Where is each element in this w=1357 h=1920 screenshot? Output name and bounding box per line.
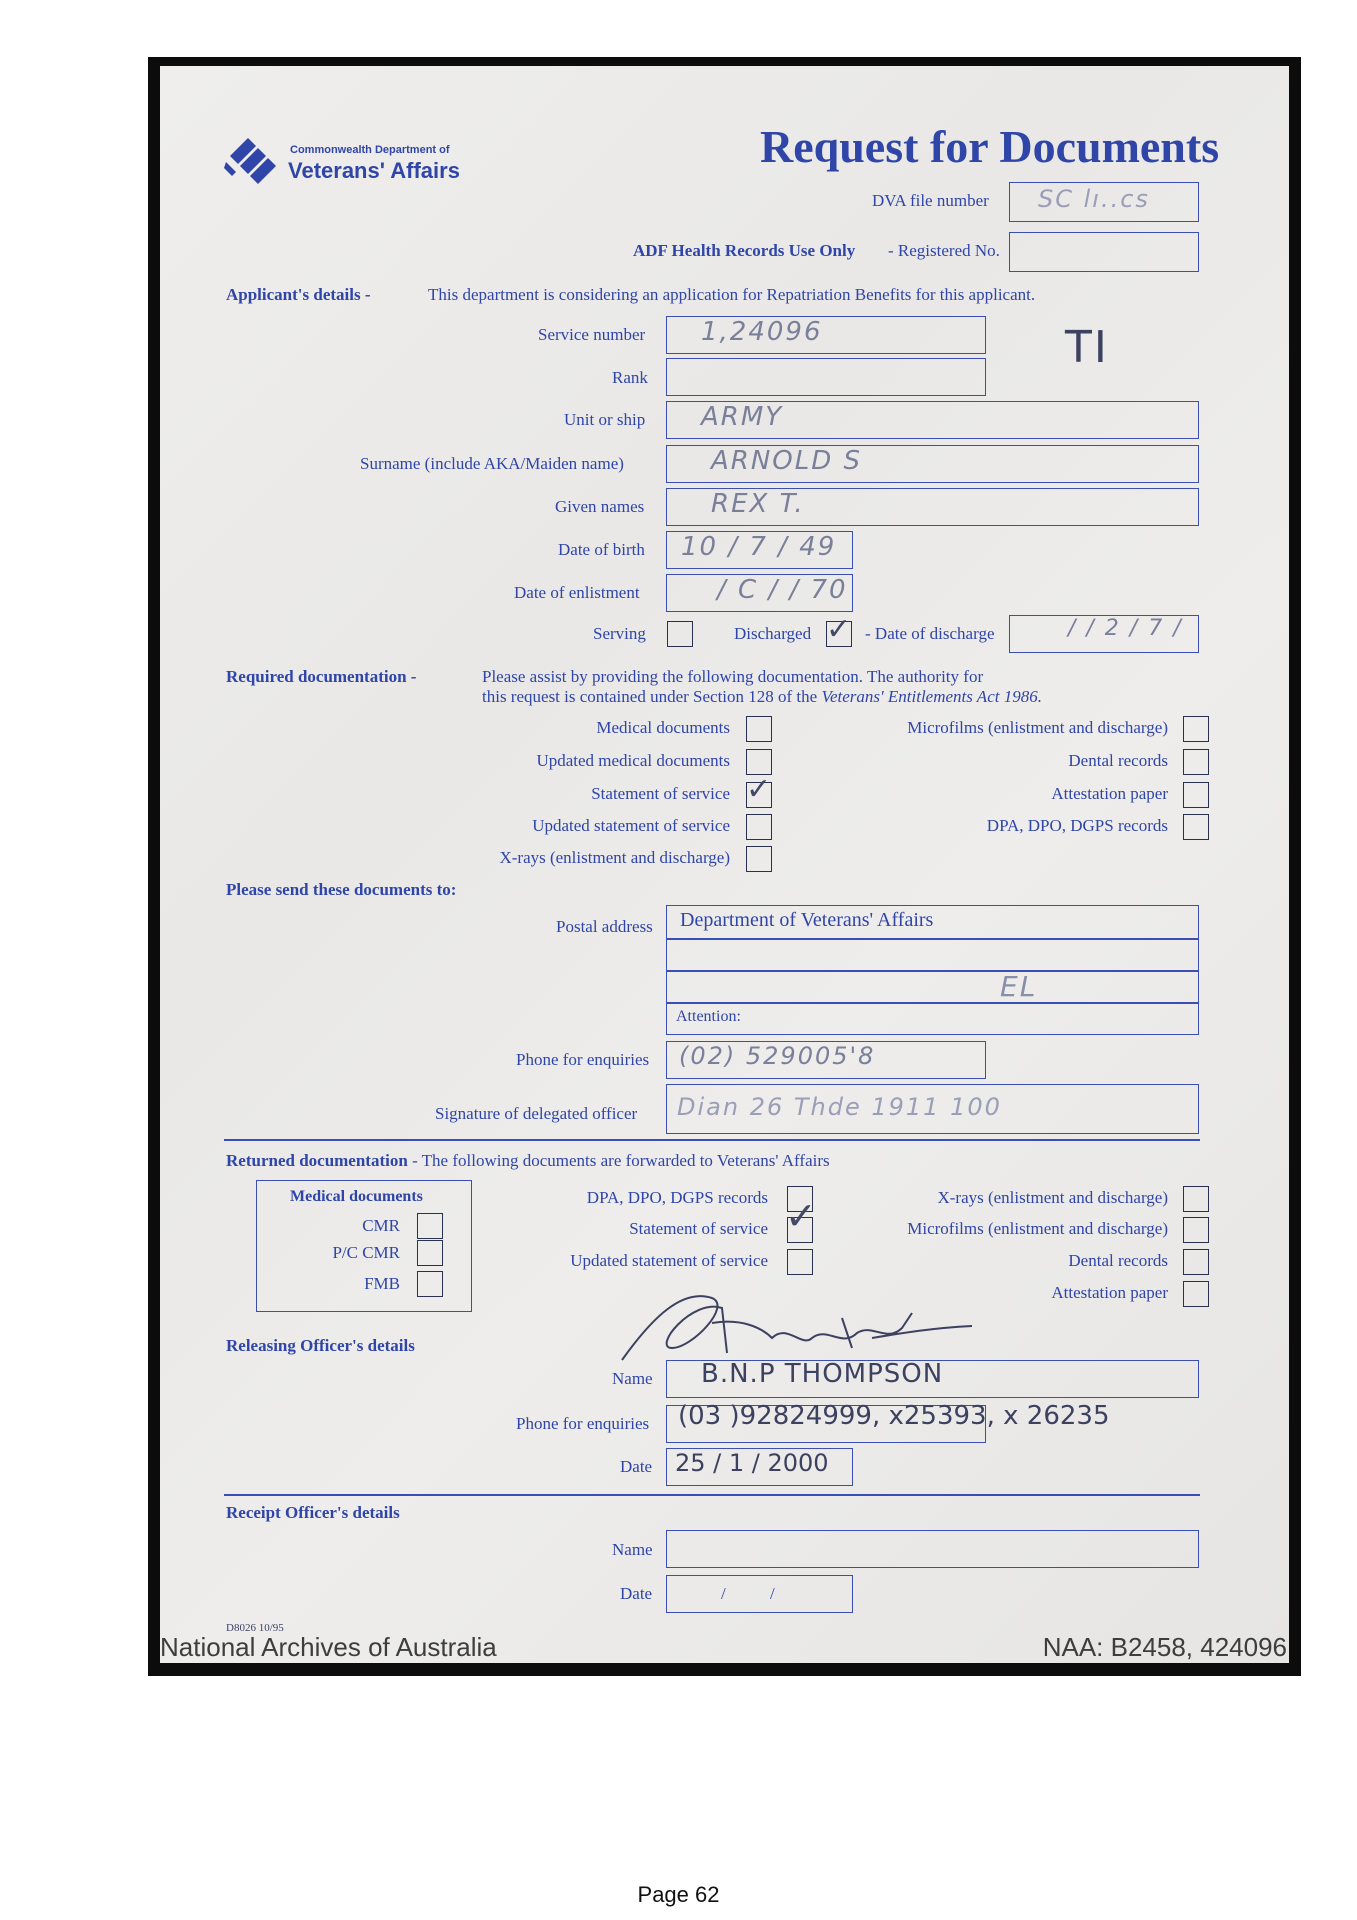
receipt-heading: Receipt Officer's details (226, 1503, 400, 1522)
releasing-date-field[interactable] (666, 1448, 853, 1486)
discharged-tick-icon: ✓ (826, 612, 852, 647)
postal-line1: Department of Veterans' Affairs (680, 909, 934, 931)
required-text-line1: Please assist by providing the following documentation. The authority for (482, 667, 984, 686)
ret-right-0-checkbox[interactable] (1183, 1186, 1209, 1212)
serving-checkbox[interactable] (667, 621, 693, 647)
service-number-field[interactable] (666, 316, 986, 354)
surname-field[interactable] (666, 445, 1199, 483)
discharged-label: Discharged (734, 624, 812, 643)
req-left-3-checkbox[interactable] (746, 814, 772, 840)
required-text-line2-a: this request is contained under Section 128 of the (482, 687, 822, 706)
returned-heading: Returned documentation (226, 1151, 408, 1170)
signature-value: Dian 26 Thde 1911 100 (677, 1093, 1002, 1121)
surname-label: Surname (include AKA/Maiden name) (360, 454, 624, 473)
dept-line2: Veterans' Affairs (288, 158, 460, 183)
returned-statement-tick-icon: ✓ (785, 1194, 817, 1238)
unit-field[interactable] (666, 401, 1199, 439)
ret-middle-1: Statement of service (629, 1219, 768, 1238)
statement-tick-icon: ✓ (746, 772, 772, 807)
postal-label: Postal address (556, 917, 653, 936)
ret-middle-0: DPA, DPO, DGPS records (586, 1188, 768, 1207)
ret-right-3-checkbox[interactable] (1183, 1281, 1209, 1307)
req-right-0: Microfilms (enlistment and discharge) (907, 718, 1168, 737)
req-left-4-checkbox[interactable] (746, 846, 772, 872)
serving-label: Serving (593, 624, 646, 643)
req-left-0-checkbox[interactable] (746, 716, 772, 742)
enlistment-value: / C / / 70 (717, 575, 848, 605)
req-left-1: Updated medical documents (536, 751, 730, 770)
receipt-date-field[interactable] (666, 1575, 853, 1613)
releasing-name-value: B.N.P THOMPSON (701, 1359, 944, 1389)
medical-item-1-checkbox[interactable] (417, 1240, 443, 1266)
required-act-name: Veterans' Entitlements Act 1986. (821, 687, 1042, 706)
ret-middle-2: Updated statement of service (570, 1251, 768, 1270)
releasing-date-label: Date (620, 1457, 653, 1476)
releasing-phone-label: Phone for enquiries (516, 1414, 650, 1433)
signature-label: Signature of delegated officer (435, 1104, 638, 1123)
dva-logo-icon (222, 132, 282, 192)
send-to-heading: Please send these documents to: (226, 880, 457, 899)
rank-label: Rank (612, 368, 648, 387)
req-right-1-checkbox[interactable] (1183, 749, 1209, 775)
discharge-date-value: / / 2 / 7 / (1068, 616, 1183, 641)
ret-right-2: Dental records (1068, 1251, 1168, 1270)
returned-heading-line (226, 1151, 830, 1171)
returned-heading-rest: - The following documents are forwarded to Veterans' Affairs (412, 1151, 830, 1170)
dva-file-value: SC lı..cs (1038, 185, 1150, 213)
ret-right-0: X-rays (enlistment and discharge) (937, 1188, 1168, 1207)
dva-file-field[interactable] (1009, 182, 1199, 222)
req-right-3-checkbox[interactable] (1183, 814, 1209, 840)
receipt-rule (224, 1494, 1200, 1496)
medical-item-2: FMB (364, 1274, 400, 1293)
req-right-2-checkbox[interactable] (1183, 782, 1209, 808)
unit-label: Unit or ship (564, 410, 646, 429)
applicant-intro: This department is considering an application for Repatriation Benefits for this applicant. (428, 285, 1036, 304)
ret-right-1: Microfilms (enlistment and discharge) (907, 1219, 1168, 1238)
form-title: Request for Documents (760, 121, 1220, 172)
releasing-phone-value: (03 )92824999, x25393, x 26235 (678, 1401, 1110, 1431)
phone-enquiries-field[interactable] (666, 1041, 986, 1079)
discharge-date-field[interactable] (1009, 615, 1199, 653)
req-right-1: Dental records (1068, 751, 1168, 770)
adf-label: ADF Health Records Use Only (633, 241, 856, 260)
dob-label: Date of birth (558, 540, 645, 559)
releasing-heading: Releasing Officer's details (226, 1336, 415, 1355)
receipt-date-label: Date (620, 1584, 653, 1603)
medical-item-2-checkbox[interactable] (417, 1271, 443, 1297)
req-left-2: Statement of service (591, 784, 730, 803)
rank-field[interactable] (666, 358, 986, 396)
dept-line1: Commonwealth Department of (290, 144, 450, 156)
form-paper (160, 66, 1289, 1663)
dva-file-label: DVA file number (872, 191, 989, 210)
phone-enquiries-label: Phone for enquiries (516, 1050, 650, 1069)
returned-rule (224, 1139, 1200, 1141)
req-right-0-checkbox[interactable] (1183, 716, 1209, 742)
postal-line2-field[interactable] (668, 939, 1197, 967)
medical-item-0-checkbox[interactable] (417, 1213, 443, 1239)
service-number-label: Service number (538, 325, 646, 344)
page-number: Page 62 (637, 1882, 720, 1907)
signature-field[interactable] (666, 1084, 1199, 1134)
given-names-field[interactable] (666, 488, 1199, 526)
given-names-value: REX T. (711, 489, 805, 519)
releasing-signature-icon (612, 1278, 982, 1368)
dob-field[interactable] (666, 531, 853, 569)
watermark-left: National Archives of Australia (160, 1632, 497, 1662)
req-right-3: DPA, DPO, DGPS records (986, 816, 1168, 835)
receipt-date-value: / / (721, 1584, 775, 1603)
postal-line3-mark: EL (1000, 970, 1038, 1003)
discharge-date-label: - Date of discharge (865, 624, 995, 643)
medical-item-0: CMR (362, 1216, 400, 1235)
adf-registered-field[interactable] (1009, 232, 1199, 272)
req-left-3: Updated statement of service (532, 816, 730, 835)
adf-label-rest: - Registered No. (888, 241, 1000, 260)
ret-right-3: Attestation paper (1051, 1283, 1168, 1302)
req-right-2: Attestation paper (1051, 784, 1168, 803)
receipt-name-field[interactable] (666, 1530, 1199, 1568)
ret-right-2-checkbox[interactable] (1183, 1249, 1209, 1275)
service-number-value: 1,24096 (701, 317, 823, 347)
unit-value: ARMY (701, 402, 784, 432)
surname-value: ARNOLD S (711, 446, 863, 476)
form-code: D8026 10/95 (226, 1622, 284, 1634)
releasing-date-value: 25 / 1 / 2000 (675, 1449, 829, 1477)
phone-enquiries-value: (02) 529005'8 (679, 1042, 876, 1070)
dob-value: 10 / 7 / 49 (681, 532, 837, 562)
ret-right-1-checkbox[interactable] (1183, 1217, 1209, 1243)
req-left-4: X-rays (enlistment and discharge) (499, 848, 730, 867)
enlistment-field[interactable] (666, 574, 853, 612)
attention-label: Attention: (676, 1008, 741, 1025)
enlistment-label: Date of enlistment (514, 583, 640, 602)
applicant-heading: Applicant's details - (226, 285, 371, 304)
watermark-right: NAA: B2458, 424096 (1042, 1632, 1287, 1662)
req-left-0: Medical documents (596, 718, 730, 737)
required-heading: Required documentation - (226, 667, 417, 686)
releasing-name-label: Name (612, 1369, 653, 1388)
given-names-label: Given names (555, 497, 645, 516)
medical-title: Medical documents (290, 1188, 423, 1205)
required-text-line2 (482, 687, 1042, 707)
margin-mark: TI (1065, 322, 1109, 373)
receipt-name-label: Name (612, 1540, 653, 1559)
releasing-name-field[interactable] (666, 1360, 1199, 1398)
medical-item-1: P/C CMR (332, 1243, 400, 1262)
ret-middle-2-checkbox[interactable] (787, 1249, 813, 1275)
